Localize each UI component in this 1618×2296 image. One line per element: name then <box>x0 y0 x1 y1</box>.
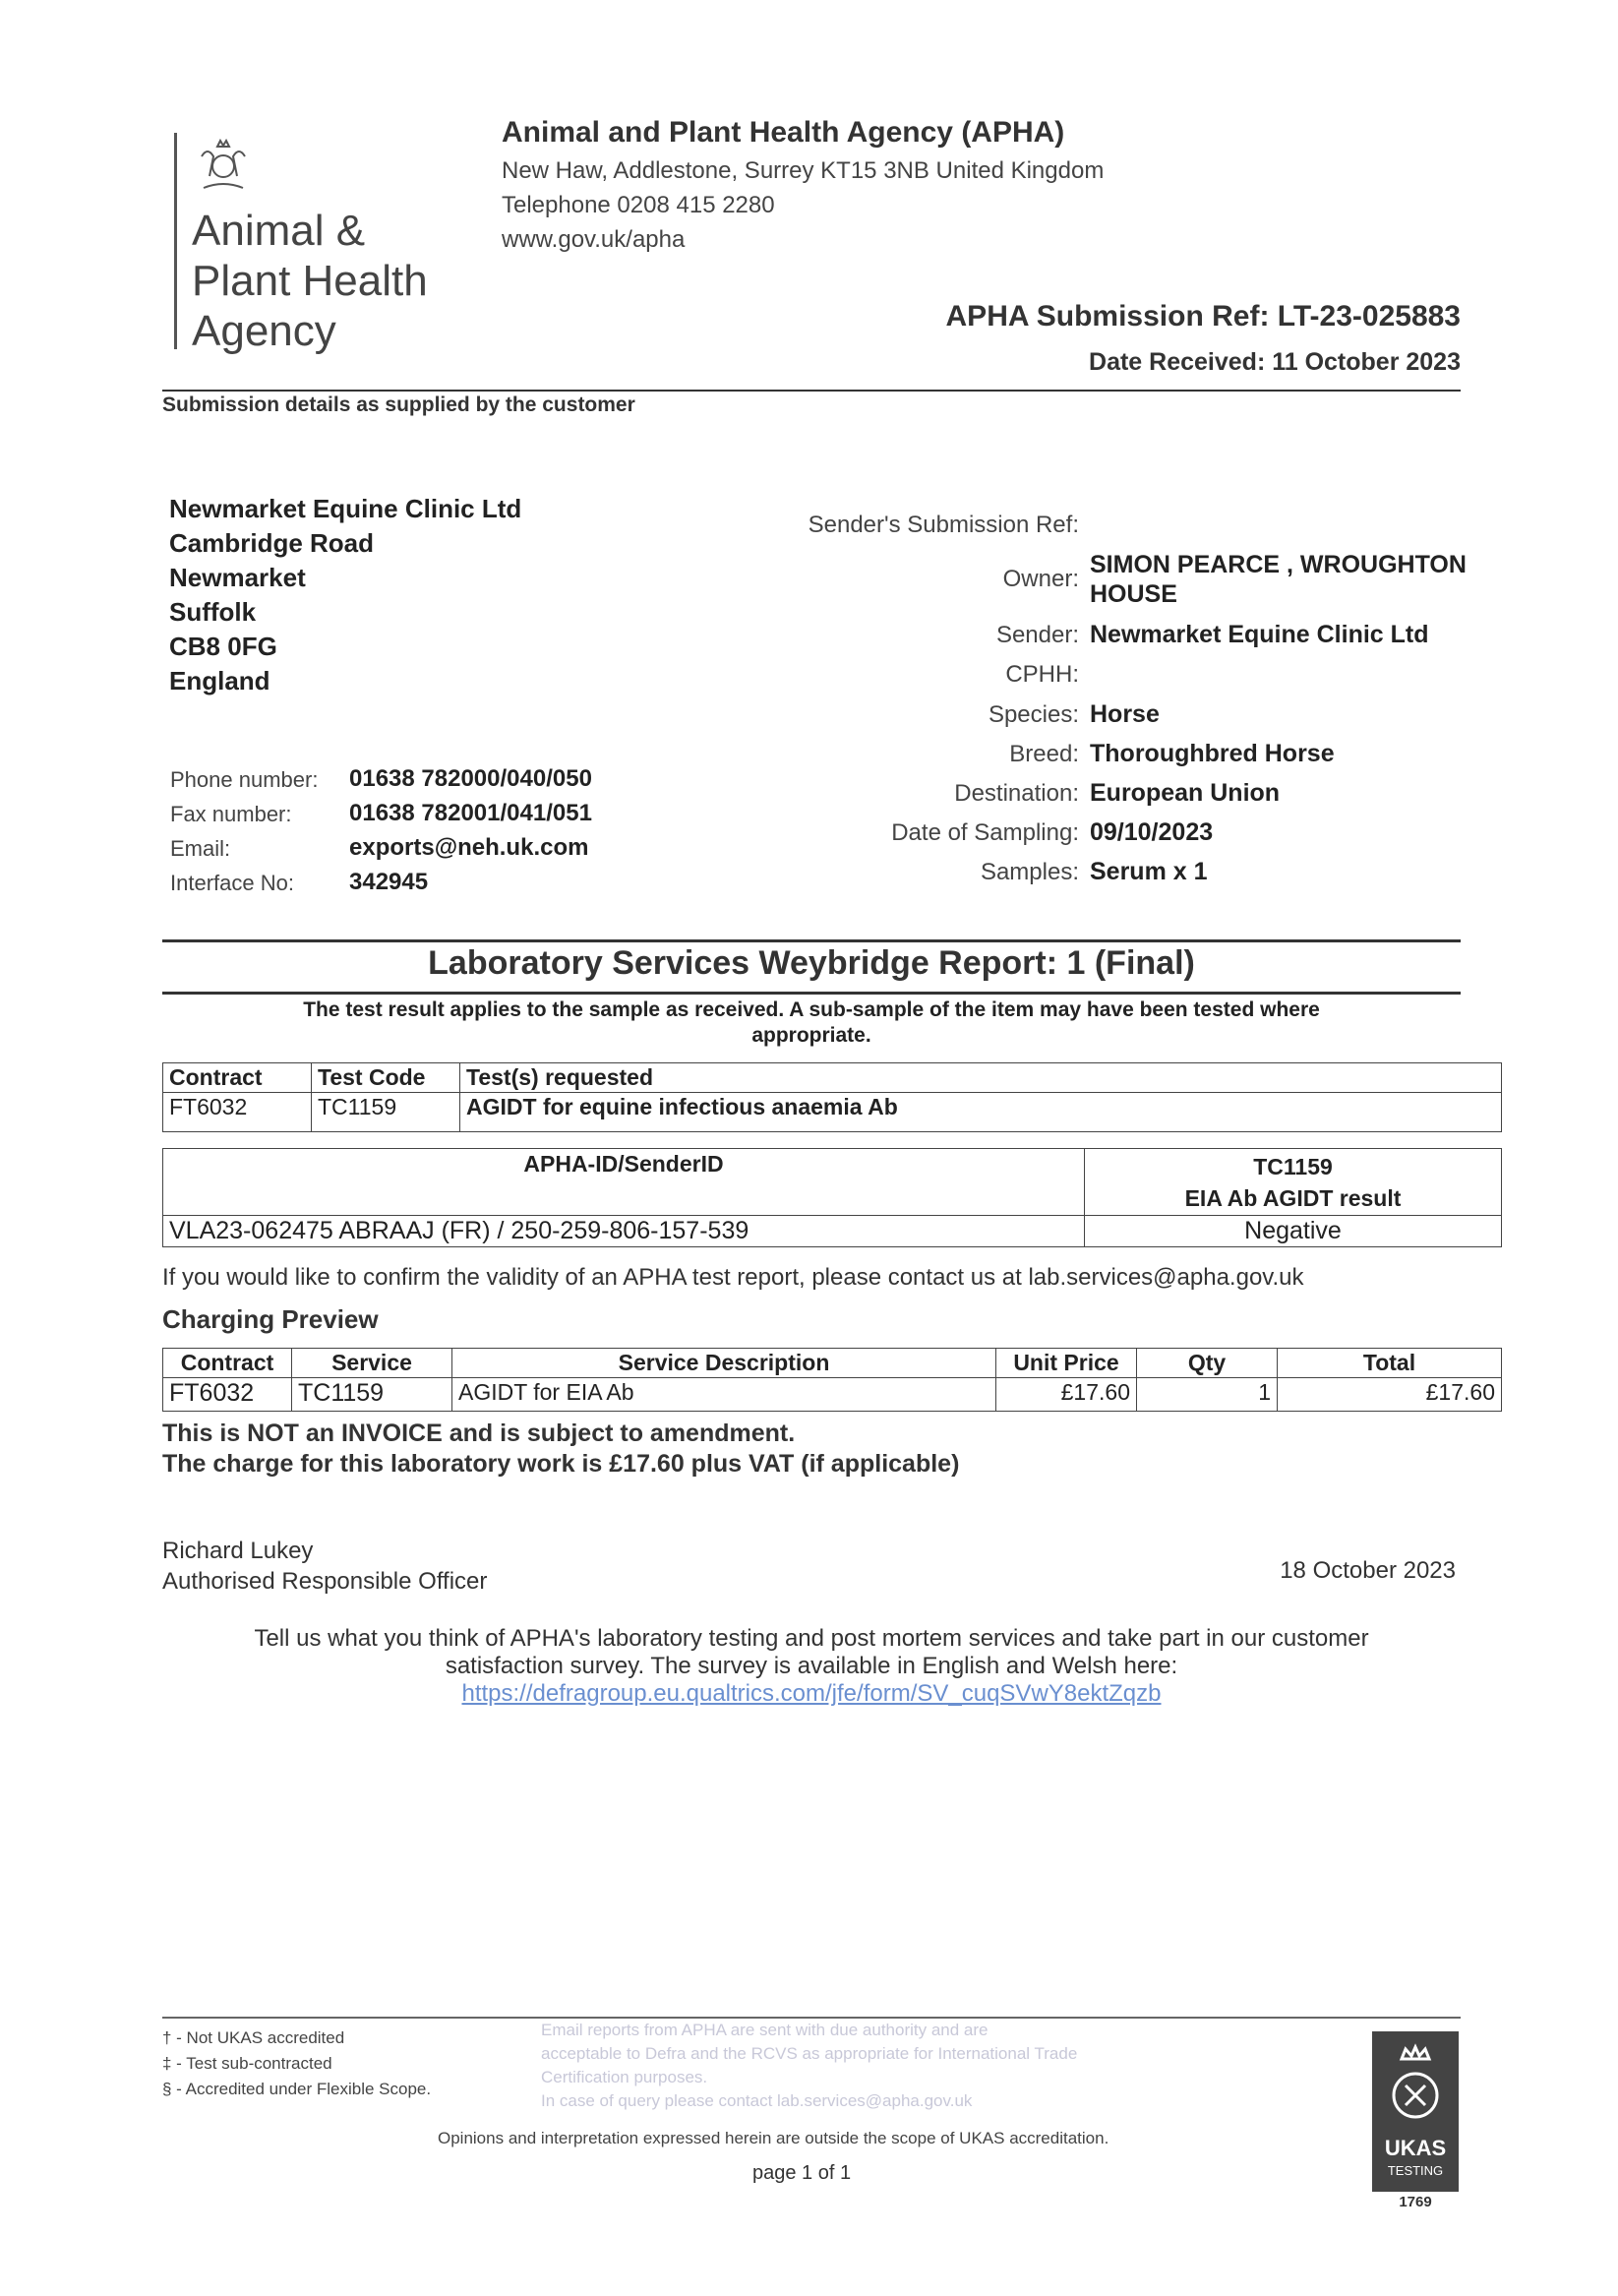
report-rule-bottom <box>162 992 1461 995</box>
charging-header-unit-price: Unit Price <box>996 1349 1137 1378</box>
customer-address-line: England <box>169 666 270 695</box>
phone-label: Phone number: <box>170 767 319 792</box>
charging-cell-total: £17.60 <box>1278 1378 1502 1412</box>
email-label: Email: <box>170 836 231 861</box>
destination-value: European Union <box>1090 779 1281 807</box>
breed-value: Thoroughbred Horse <box>1090 740 1335 767</box>
samples-label: Samples: <box>980 859 1079 885</box>
details-caption: Submission details as supplied by the customer <box>162 393 635 416</box>
report-note-line2: appropriate. <box>751 1024 871 1047</box>
report-title: Laboratory Services Weybridge Report: 1 (Final) <box>428 944 1195 982</box>
ukas-sub: TESTING <box>1387 2163 1444 2178</box>
submission-ref: APHA Submission Ref: LT-23-025883 <box>945 300 1461 332</box>
logo-text-line3: Agency <box>192 307 336 355</box>
charging-header-service: Service <box>292 1349 452 1378</box>
sender-label: Sender: <box>995 622 1079 648</box>
customer-address-line: Newmarket <box>169 563 306 592</box>
email-disclaimer-line: Email reports from APHA are sent with due authority and are <box>541 2021 989 2039</box>
validity-note: If you would like to confirm the validity of an APHA test report, please contact us at lab.services@apha.gov.uk <box>162 1264 1304 1291</box>
cphh-label: CPHH: <box>1005 661 1079 688</box>
charging-header-description: Service Description <box>452 1349 996 1378</box>
not-invoice-note: This is NOT an INVOICE and is subject to amendment. <box>162 1420 796 1447</box>
destination-label: Destination: <box>954 780 1079 807</box>
results-sample-id: VLA23-062475 ABRAAJ (FR) / 250-259-806-157-539 <box>163 1216 1085 1247</box>
senders-ref-label: Sender's Submission Ref: <box>808 512 1079 538</box>
page-number: page 1 of 1 <box>752 2162 852 2184</box>
species-value: Horse <box>1090 700 1160 728</box>
results-header-test <box>1085 1149 1502 1216</box>
survey-line1: Tell us what you think of APHA's laboratory testing and post mortem services and take part in our customer <box>254 1625 1369 1652</box>
tests-header-requested: Test(s) requested <box>460 1063 1502 1093</box>
results-value: Negative <box>1085 1216 1502 1247</box>
agency-telephone: Telephone 0208 415 2280 <box>502 192 775 218</box>
survey-block <box>162 1625 1461 1708</box>
report-rule-top <box>162 939 1461 942</box>
tests-cell-contract: FT6032 <box>163 1093 312 1132</box>
charging-table <box>162 1348 1502 1412</box>
report-note-line1: The test result applies to the sample as received. A sub-sample of the item may have been tested where <box>303 998 1320 1021</box>
owner-value-line2: HOUSE <box>1090 580 1177 608</box>
tests-header-contract: Contract <box>163 1063 312 1093</box>
charging-title: Charging Preview <box>162 1304 379 1334</box>
charging-cell-unit-price: £17.60 <box>996 1378 1137 1412</box>
sampling-date-label: Date of Sampling: <box>891 819 1079 846</box>
tests-header-testcode: Test Code <box>312 1063 460 1093</box>
charging-cell-service: TC1159 <box>292 1378 452 1412</box>
email-disclaimer-line: In case of query please contact lab.services@apha.gov.uk <box>541 2091 973 2110</box>
officer-name: Richard Lukey <box>162 1538 314 1564</box>
date-received: Date Received: 11 October 2023 <box>1089 348 1461 376</box>
header-divider <box>162 390 1461 392</box>
royal-crest-icon <box>194 137 253 194</box>
charging-header-total: Total <box>1278 1349 1502 1378</box>
fax-value: 01638 782001/041/051 <box>349 800 592 826</box>
email-disclaimer <box>541 2019 1229 2113</box>
sampling-date-value: 09/10/2023 <box>1090 818 1214 846</box>
ukas-label: UKAS <box>1384 2136 1447 2160</box>
signoff-date: 18 October 2023 <box>1280 1557 1456 1584</box>
ukas-number: 1769 <box>1399 2194 1432 2210</box>
owner-value-line1: SIMON PEARCE , WROUGHTON <box>1090 551 1467 578</box>
email-disclaimer-line: Certification purposes. <box>541 2068 708 2086</box>
logo-bar <box>174 133 177 349</box>
apha-logo <box>174 133 469 359</box>
customer-address-line: CB8 0FG <box>169 632 277 661</box>
opinions-note: Opinions and interpretation expressed herein are outside the scope of UKAS accreditation. <box>438 2129 1109 2147</box>
results-header-code: TC1159 <box>1253 1154 1333 1179</box>
interface-label: Interface No: <box>170 871 294 895</box>
phone-value: 01638 782000/040/050 <box>349 765 592 792</box>
charge-note: The charge for this laboratory work is £17.60 plus VAT (if applicable) <box>162 1450 960 1478</box>
results-table <box>162 1148 1502 1247</box>
legend-flexible-scope: § - Accredited under Flexible Scope. <box>162 2080 432 2098</box>
sender-value: Newmarket Equine Clinic Ltd <box>1090 621 1429 648</box>
results-header-name: EIA Ab AGIDT result <box>1184 1185 1402 1211</box>
species-label: Species: <box>988 701 1079 728</box>
tests-cell-testcode: TC1159 <box>312 1093 460 1132</box>
tests-cell-requested: AGIDT for equine infectious anaemia Ab <box>460 1093 1502 1132</box>
agency-name: Animal and Plant Health Agency (APHA) <box>502 116 1065 149</box>
survey-link[interactable]: https://defragroup.eu.qualtrics.com/jfe/form/SV_cuqSVwY8ektZqzb <box>461 1680 1162 1707</box>
breed-label: Breed: <box>1009 741 1079 767</box>
officer-role: Authorised Responsible Officer <box>162 1568 488 1595</box>
tests-table <box>162 1062 1502 1132</box>
charging-header-qty: Qty <box>1137 1349 1278 1378</box>
legend-not-accredited: † - Not UKAS accredited <box>162 2028 345 2047</box>
survey-line2: satisfaction survey. The survey is available in English and Welsh here: <box>445 1653 1178 1679</box>
customer-address-line: Newmarket Equine Clinic Ltd <box>169 494 522 523</box>
logo-text-line1: Animal & <box>192 207 366 255</box>
interface-value: 342945 <box>349 869 429 895</box>
ukas-mark <box>1372 2031 1459 2192</box>
legend-sub-contracted: ‡ - Test sub-contracted <box>162 2054 332 2073</box>
charging-cell-description: AGIDT for EIA Ab <box>452 1378 996 1412</box>
ukas-crown-icon <box>1372 2031 1459 2135</box>
charging-header-contract: Contract <box>163 1349 292 1378</box>
agency-address: New Haw, Addlestone, Surrey KT15 3NB United Kingdom <box>502 157 1105 184</box>
logo-text-line2: Plant Health <box>192 257 428 305</box>
fax-label: Fax number: <box>170 802 292 826</box>
charging-cell-qty: 1 <box>1137 1378 1278 1412</box>
email-disclaimer-line: acceptable to Defra and the RCVS as appropriate for International Trade <box>541 2044 1078 2063</box>
email-value: exports@neh.uk.com <box>349 834 589 861</box>
customer-address-line: Suffolk <box>169 597 257 627</box>
samples-value: Serum x 1 <box>1090 858 1208 885</box>
owner-label: Owner: <box>1002 566 1079 592</box>
customer-address-line: Cambridge Road <box>169 528 375 558</box>
results-header-id: APHA-ID/SenderID <box>163 1149 1085 1216</box>
agency-website: www.gov.uk/apha <box>502 226 686 253</box>
charging-cell-contract: FT6032 <box>163 1378 292 1412</box>
